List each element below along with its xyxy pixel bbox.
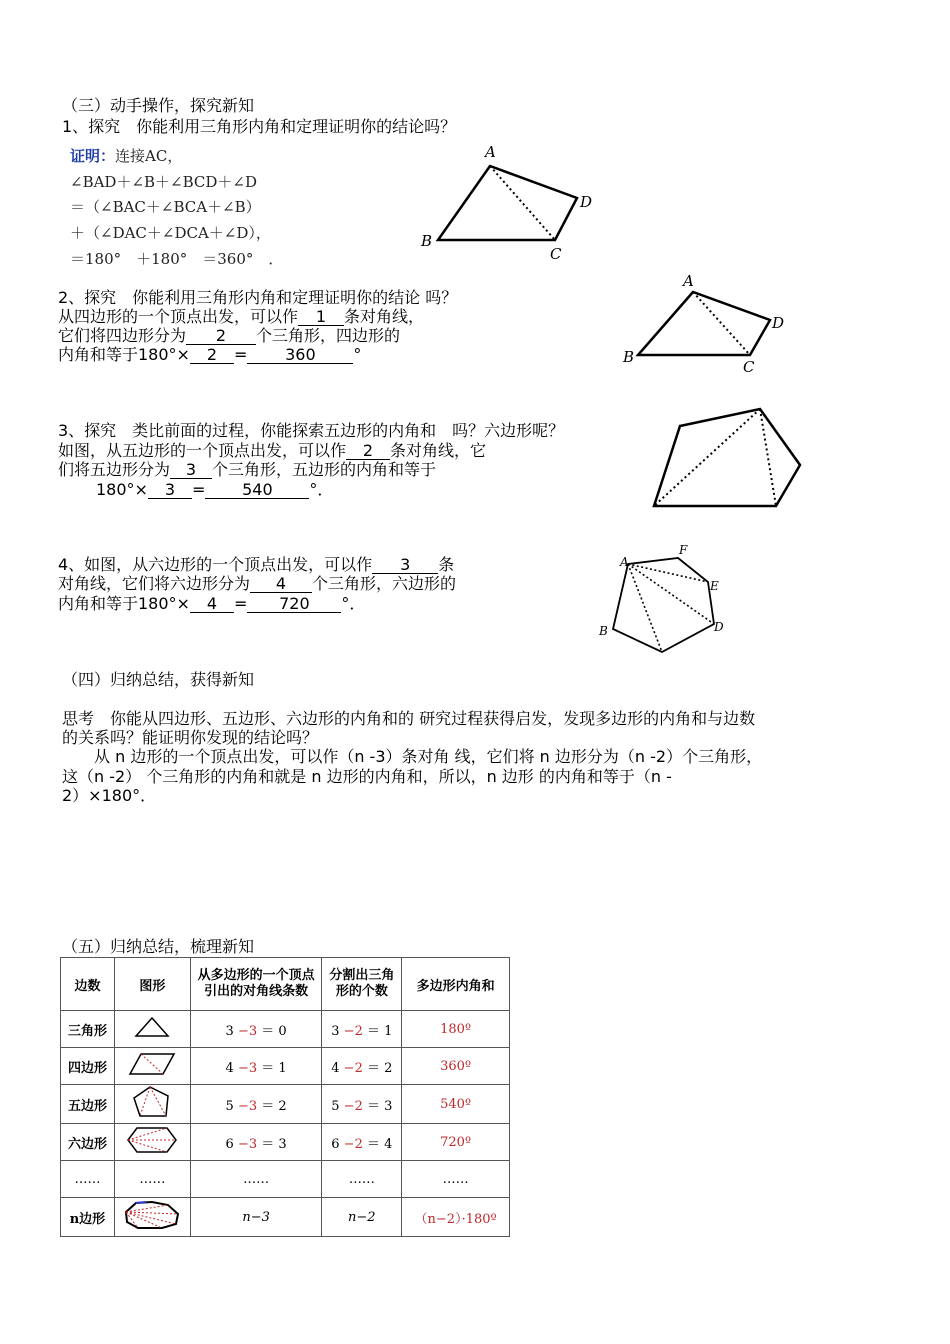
label-A: A <box>683 272 694 290</box>
angle-sum: 360º <box>402 1048 510 1085</box>
blank-multiplier: 2 <box>190 346 234 364</box>
ellipsis: …… <box>61 1161 115 1198</box>
summary-table <box>60 957 510 1237</box>
think-line-5: 2）×180°． <box>62 786 157 805</box>
table-row <box>61 1085 510 1124</box>
triangle-count: 5 −2 ＝ 3 <box>322 1085 402 1124</box>
angle-sum: 720º <box>402 1124 510 1161</box>
question-3-line-3: 们将五边形分为 3 个三角形，五边形的内角和等于 <box>58 460 437 479</box>
question-2-line-2: 从四边形的一个顶点出发，可以作 1 条对角线， <box>58 307 425 326</box>
section-3-title: （三）动手操作，探究新知 <box>62 96 255 115</box>
pentagon-figure <box>650 405 805 510</box>
blank-sum: 360 <box>247 346 353 364</box>
row-name: 三角形 <box>61 1011 115 1048</box>
diagonal-count: 3 −3 ＝ 0 <box>190 1011 322 1048</box>
row-name: 五边形 <box>61 1085 115 1124</box>
header-triangles: 分割出三角形的个数 <box>322 958 402 1011</box>
question-4-line-1: 4、如图，从六边形的一个顶点出发，可以作 3 条 <box>58 555 455 574</box>
n-gon-icon <box>114 1198 190 1237</box>
think-line-1: 思考 你能从四边形、五边形、六边形的内角和的 研究过程获得启发，发现多边形的内角和与边数 <box>62 709 756 728</box>
proof-line-1 <box>70 145 182 166</box>
label-A: A <box>485 143 496 161</box>
question-3-line-2: 如图，从五边形的一个顶点出发，可以作 2 条对角线，它 <box>58 441 487 460</box>
label-A: A <box>620 555 629 569</box>
proof-line-2: ∠BAD＋∠B＋∠BCD＋∠D <box>70 173 258 191</box>
ellipsis: …… <box>190 1161 322 1198</box>
table-row <box>61 1011 510 1048</box>
label-D: D <box>580 193 593 211</box>
blank-triangles: 3 <box>170 461 212 479</box>
blank-diagonals: 2 <box>346 442 390 460</box>
think-line-3: 从 n 边形的一个顶点出发，可以作（n -3）条对角 线，它们将 n 边形分为（n -2）个三角形， <box>62 747 763 766</box>
blank-sum: 540 <box>205 481 309 499</box>
proof-connect: 连接AC， <box>115 147 183 165</box>
triangle-count: 6 −2 ＝ 4 <box>322 1124 402 1161</box>
label-E: E <box>710 579 719 593</box>
diagonal-count: 4 −3 ＝ 1 <box>190 1048 322 1085</box>
quadrilateral-figure-2 <box>620 268 800 378</box>
section-5-title: （五）归纳总结，梳理新知 <box>62 937 255 956</box>
ellipsis: …… <box>322 1161 402 1198</box>
question-4-line-3: 内角和等于180°× 4 = 720 °． <box>58 594 366 613</box>
header-diagonals: 从多边形的一个顶点引出的对角线条数 <box>190 958 322 1011</box>
hexagon-figure <box>595 540 735 660</box>
think-line-4: 这（n -2） 个三角形的内角和就是 n 边形的内角和，所以，n 边形 的内角和等于（n - <box>62 767 672 786</box>
row-name: 四边形 <box>61 1048 115 1085</box>
blank-diagonals: 3 <box>372 556 438 574</box>
quadrilateral-figure-1 <box>410 140 610 265</box>
question-2-line-3: 它们将四边形分为 2 个三角形，四边形的 <box>58 326 401 345</box>
header-sides: 边数 <box>61 958 115 1011</box>
blank-sum: 720 <box>247 595 341 613</box>
angle-sum: 180º <box>402 1011 510 1048</box>
header-angle-sum: 多边形内角和 <box>402 958 510 1011</box>
angle-sum: （n−2）·180º <box>402 1198 510 1237</box>
table-row <box>61 1048 510 1085</box>
table-row-ellipsis <box>61 1161 510 1198</box>
question-1: 1、探究 你能利用三角形内角和定理证明你的结论吗？ <box>62 117 457 136</box>
blank-triangles: 4 <box>250 575 312 593</box>
label-C: C <box>743 358 755 376</box>
proof-line-4: ＋（∠DAC＋∠DCA＋∠D）， <box>70 224 271 242</box>
hexagon-icon <box>114 1124 190 1161</box>
think-line-2: 的关系吗？能证明你发现的结论吗？ <box>62 728 319 747</box>
proof-line-3: ＝（∠BAC＋∠BCA＋∠B） <box>70 198 261 216</box>
ellipsis: …… <box>114 1161 190 1198</box>
triangle-count: 3 −2 ＝ 1 <box>322 1011 402 1048</box>
label-B: B <box>599 624 608 638</box>
blank-diagonals: 1 <box>298 308 344 326</box>
angle-sum: 540º <box>402 1085 510 1124</box>
table-row <box>61 1124 510 1161</box>
diagonal-count: 5 −3 ＝ 2 <box>190 1085 322 1124</box>
header-figure: 图形 <box>114 958 190 1011</box>
proof-line-5: ＝180° ＋180° ＝360° ． <box>70 250 284 268</box>
triangle-count: 4 −2 ＝ 2 <box>322 1048 402 1085</box>
blank-multiplier: 3 <box>148 481 192 499</box>
label-D: D <box>714 620 724 634</box>
question-2-line-4: 内角和等于180°× 2 = 360 ° <box>58 345 362 364</box>
blank-triangles: 2 <box>186 327 256 345</box>
label-C: C <box>550 245 562 263</box>
label-B: B <box>421 232 433 250</box>
question-2-line-1: 2、探究 你能利用三角形内角和定理证明你的结论 吗？ <box>58 288 458 307</box>
section-4-title: （四）归纳总结，获得新知 <box>62 670 255 689</box>
table-header-row <box>61 958 510 1011</box>
pentagon-icon <box>114 1085 190 1124</box>
question-3-line-4: 180°× 3 = 540 °． <box>96 480 334 499</box>
quadrilateral-icon <box>114 1048 190 1085</box>
table-row-n <box>61 1198 510 1237</box>
triangle-icon <box>114 1011 190 1048</box>
row-name: n边形 <box>61 1198 115 1237</box>
triangle-count: n−2 <box>322 1198 402 1237</box>
label-F: F <box>679 543 688 557</box>
diagonal-count: n−3 <box>190 1198 322 1237</box>
question-3-line-1: 3、探究 类比前面的过程，你能探索五边形的内角和 吗？六边形呢？ <box>58 421 565 440</box>
proof-heading: 证明： <box>70 147 116 165</box>
row-name: 六边形 <box>61 1124 115 1161</box>
blank-multiplier: 4 <box>190 595 234 613</box>
label-B: B <box>623 348 635 366</box>
diagonal-count: 6 −3 ＝ 3 <box>190 1124 322 1161</box>
label-D: D <box>772 314 785 332</box>
question-4-line-2: 对角线，它们将六边形分为 4 个三角形，六边形的 <box>58 574 457 593</box>
ellipsis: …… <box>402 1161 510 1198</box>
